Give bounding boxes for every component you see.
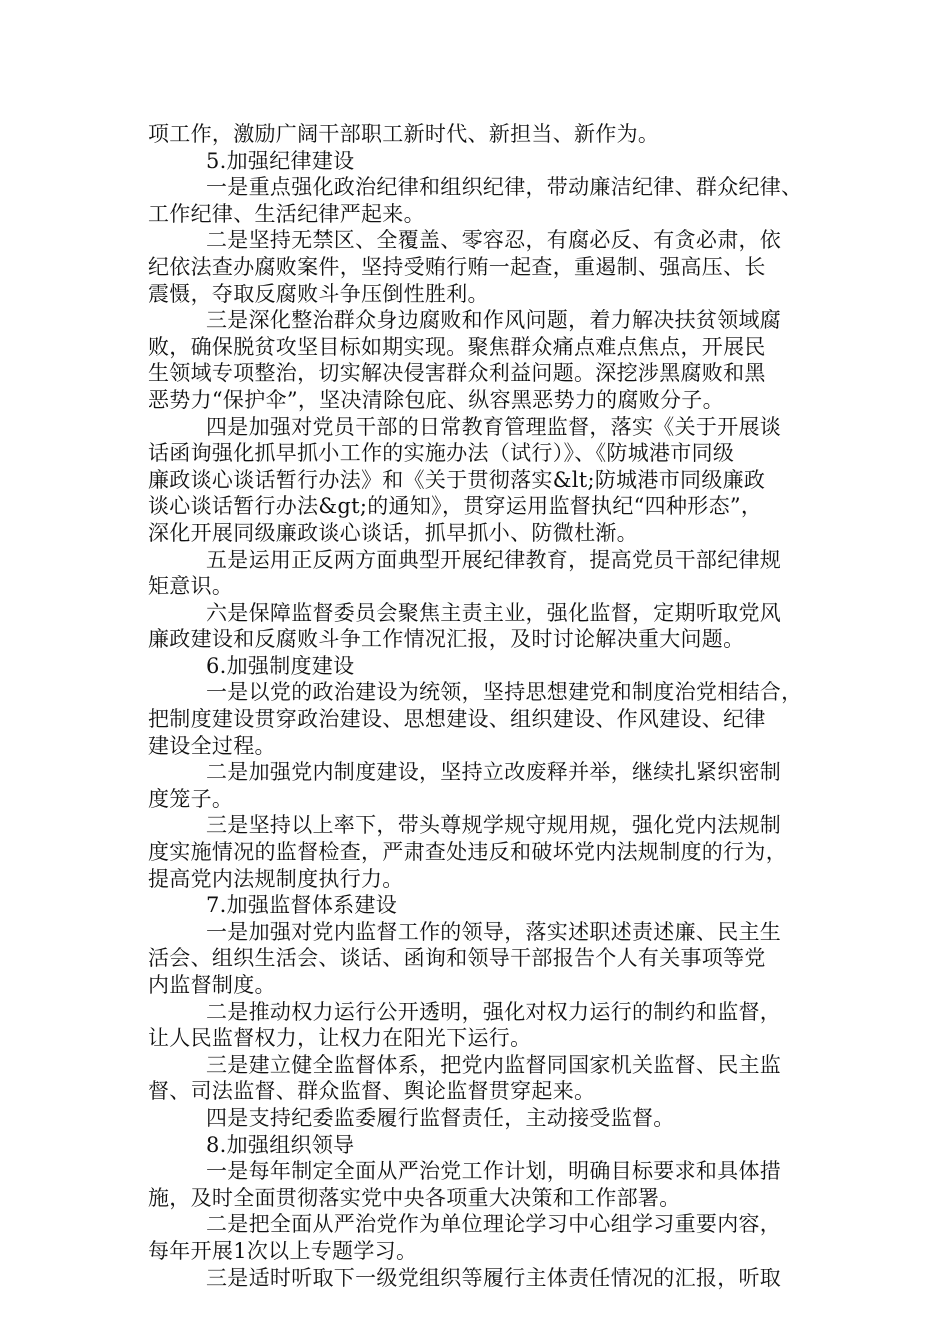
- text-line: 廉政谈心谈话暂行办法》和《关于贯彻落实&lt;防城港市同级廉政: [148, 467, 766, 492]
- text-line: 把制度建设贯穿政治建设、思想建设、组织建设、作风建设、纪律: [148, 707, 766, 732]
- text-line: 二是把全面从严治党作为单位理论学习中心组学习重要内容，: [206, 1212, 782, 1237]
- paragraph: [148, 414, 828, 547]
- text-line: 话函询强化抓早抓小工作的实施办法（试行）》、《防城港市同级: [148, 441, 735, 466]
- paragraph: [148, 307, 828, 413]
- text-line: 矩意识。: [148, 574, 234, 599]
- text-line: 二是推动权力运行公开透明，强化对权力运行的制约和监督，: [206, 999, 782, 1024]
- paragraph: [148, 919, 828, 999]
- text-line: 度实施情况的监督检查，严肃查处违反和破坏党内法规制度的行为，: [148, 840, 787, 865]
- text-line: 谈心谈话暂行办法&gt;的通知》，贯穿运用监督执纪“四种形态”，: [148, 494, 763, 519]
- paragraph: [148, 227, 828, 307]
- text-line: 6.加强制度建设: [206, 653, 355, 678]
- text-line: 一是以党的政治建设为统领，坚持思想建党和制度治党相结合，: [206, 680, 803, 705]
- text-line: 纪依法查办腐败案件，坚持受贿行贿一起查，重遏制、强高压、长: [148, 254, 766, 279]
- paragraph: [148, 1158, 828, 1211]
- paragraph: [148, 1052, 828, 1105]
- text-line: 六是保障监督委员会聚焦主责主业，强化监督，定期听取党风: [206, 600, 782, 625]
- paragraph: [148, 653, 828, 680]
- paragraph: [148, 812, 828, 892]
- text-line: 度笼子。: [148, 786, 234, 811]
- paragraph: [148, 759, 828, 812]
- text-line: 提高党内法规制度执行力。: [148, 866, 404, 891]
- text-line: 项工作，激励广阔干部职工新时代、新担当、新作为。: [148, 122, 660, 146]
- text-line: 内监督制度。: [148, 973, 276, 997]
- text-line: 一是每年制定全面从严治党工作计划，明确目标要求和具体措: [206, 1159, 782, 1184]
- text-line: 三是建立健全监督体系，把党内监督同国家机关监督、民主监: [206, 1052, 782, 1077]
- text-line: 一是加强对党内监督工作的领导，落实述职述责述廉、民主生: [206, 919, 782, 944]
- paragraph: [148, 679, 828, 759]
- text-line: 5.加强纪律建设: [206, 148, 355, 173]
- text-line: 7.加强监督体系建设: [206, 893, 398, 918]
- text-line: 督、司法监督、群众监督、舆论监督贯穿起来。: [148, 1079, 596, 1104]
- paragraph: [148, 121, 828, 148]
- text-line: 五是运用正反两方面典型开展纪律教育，提高党员干部纪律规: [206, 547, 782, 572]
- text-line: 三是坚持以上率下，带头尊规学规守规用规，强化党内法规制: [206, 813, 782, 838]
- text-line: 震慑，夺取反腐败斗争压倒性胜利。: [148, 281, 489, 306]
- paragraph: [148, 1265, 828, 1292]
- paragraph: [148, 892, 828, 919]
- text-line: 三是深化整治群众身边腐败和作风问题，着力解决扶贫领域腐: [206, 308, 782, 333]
- paragraph: [148, 999, 828, 1052]
- text-line: 施，及时全面贯彻落实党中央各项重大决策和工作部署。: [148, 1185, 681, 1210]
- paragraph: [148, 1132, 828, 1159]
- text-line: 深化开展同级廉政谈心谈话，抓早抓小、防微杜渐。: [148, 520, 638, 545]
- text-line: 四是加强对党员干部的日常教育管理监督，落实《关于开展谈: [206, 414, 782, 439]
- text-line: 活会、组织生活会、谈话、函询和领导干部报告个人有关事项等党: [148, 946, 766, 971]
- paragraph: [148, 148, 828, 175]
- text-line: 建设全过程。: [148, 733, 276, 758]
- paragraph: [148, 1211, 828, 1264]
- text-line: 让人民监督权力，让权力在阳光下运行。: [148, 1026, 532, 1051]
- text-line: 败，确保脱贫攻坚目标如期实现。聚焦群众痛点难点焦点，开展民: [148, 334, 766, 359]
- text-line: 恶势力“保护伞”，坚决清除包庇、纵容黑恶势力的腐败分子。: [148, 387, 724, 412]
- paragraph: [148, 547, 828, 600]
- paragraph: [148, 174, 828, 227]
- text-line: 一是重点强化政治纪律和组织纪律，带动廉洁纪律、群众纪律、: [206, 175, 803, 200]
- paragraph: [148, 1105, 828, 1132]
- text-line: 三是适时听取下一级党组织等履行主体责任情况的汇报，听取: [206, 1265, 782, 1290]
- text-line: 8.加强组织领导: [206, 1132, 355, 1157]
- text-line: 廉政建设和反腐败斗争工作情况汇报，及时讨论解决重大问题。: [148, 627, 745, 652]
- text-line: 每年开展1次以上专题学习。: [148, 1238, 418, 1263]
- text-line: 二是坚持无禁区、全覆盖、零容忍，有腐必反、有贪必肃，依: [206, 228, 782, 253]
- text-line: 生领域专项整治，切实解决侵害群众利益问题。深挖涉黑腐败和黑: [148, 361, 766, 386]
- text-line: 四是支持纪委监委履行监督责任，主动接受监督。: [206, 1105, 675, 1130]
- document-body: [148, 121, 828, 1291]
- text-line: 二是加强党内制度建设，坚持立改废释并举，继续扎紧织密制: [206, 760, 782, 785]
- paragraph: [148, 600, 828, 653]
- text-line: 工作纪律、生活纪律严起来。: [148, 201, 425, 226]
